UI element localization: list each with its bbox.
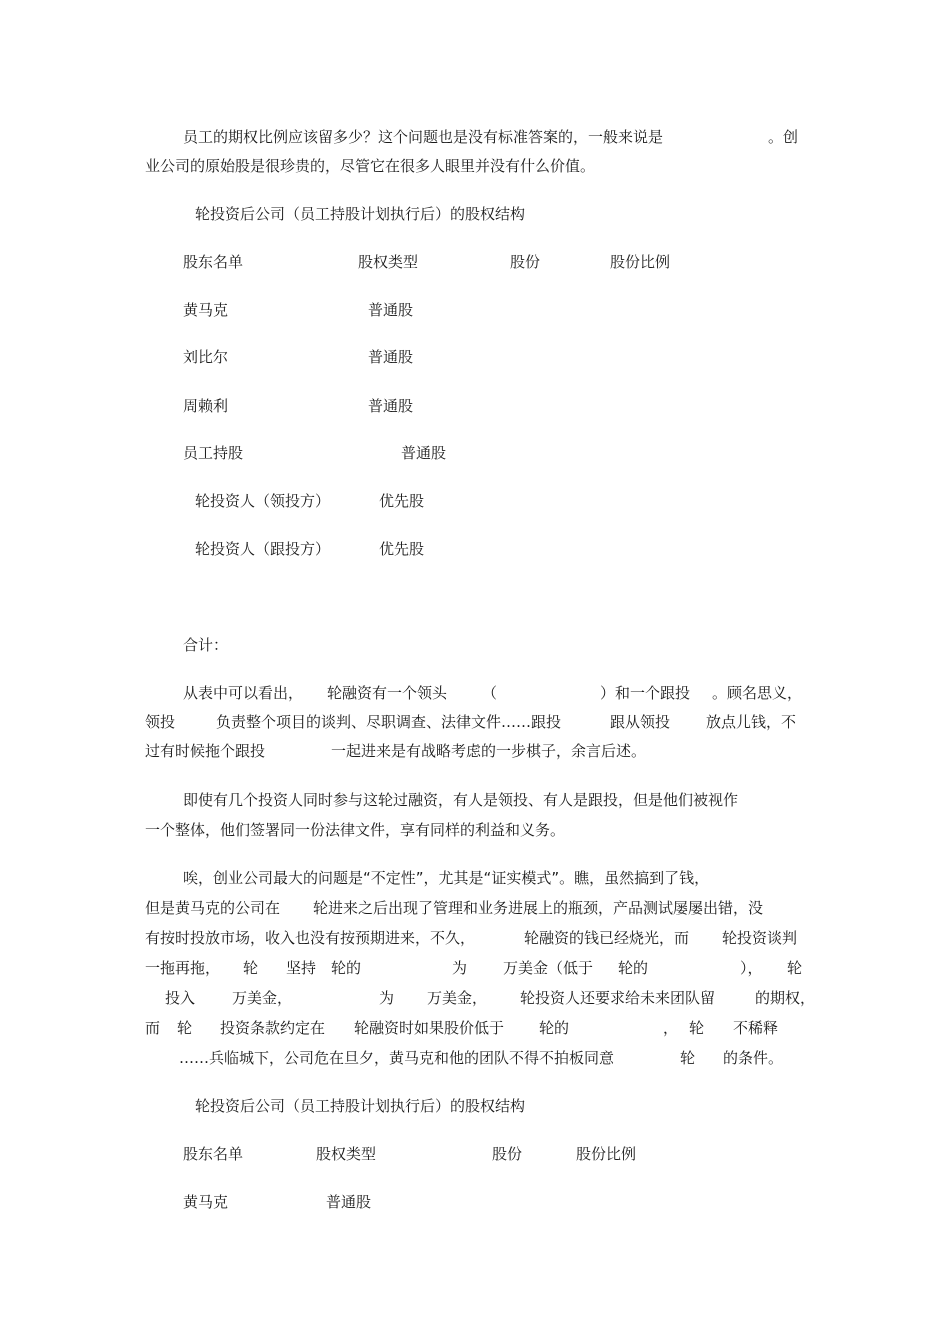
text-line: 轮投资人还要求给未来团队留 — [520, 989, 716, 1007]
text-line: 一个整体，他们签署同一份法律文件，享有同样的利益和义务。 — [145, 821, 566, 839]
text-line: 过有时候拖个跟投 — [145, 742, 266, 760]
total-label: 合计： — [183, 636, 229, 654]
column-header: 股东名单 — [183, 1145, 244, 1163]
text-line: 而 — [145, 1019, 161, 1037]
column-header: 股份 — [510, 253, 541, 271]
text-line: 轮投资谈判 — [722, 929, 798, 947]
row-name: 周赖利 — [183, 397, 229, 415]
text-line: 但是黄马克的公司在 — [145, 899, 281, 917]
text-line: （ — [482, 684, 498, 702]
row-type: 普通股 — [368, 348, 414, 366]
text-line: 一拖再拖， — [145, 959, 221, 977]
row-type: 普通股 — [368, 397, 414, 415]
table-title: 轮投资后公司（员工持股计划执行后）的股权结构 — [195, 1097, 526, 1115]
text-line: 放点儿钱，不 — [706, 713, 797, 731]
text-line: ）， — [740, 959, 763, 977]
text-line: 领投 — [145, 713, 176, 731]
text-line: 的期权， — [755, 989, 816, 1007]
text-line: 轮的 — [331, 959, 362, 977]
text-line: 投入 — [165, 989, 196, 1007]
row-type: 普通股 — [401, 444, 447, 462]
table-title: 轮投资后公司（员工持股计划执行后）的股权结构 — [195, 205, 526, 223]
text-line: 不稀释 — [733, 1019, 779, 1037]
column-header: 股权类型 — [316, 1145, 377, 1163]
text-line: 一起进来是有战略考虑的一步棋子，余言后述。 — [331, 742, 647, 760]
text-line: 唉，创业公司最大的问题是“不定性”，尤其是“证实模式”。瞧，虽然搞到了钱， — [183, 869, 710, 887]
column-header: 股份 — [492, 1145, 523, 1163]
row-type: 普通股 — [368, 301, 414, 319]
row-name: 黄马克 — [183, 301, 229, 319]
row-name: 轮投资人（跟投方） — [195, 540, 331, 558]
column-header: 股份比例 — [576, 1145, 637, 1163]
text-line: 负责整个项目的谈判、尽职调查、法律文件……跟投 — [216, 713, 562, 731]
text-line: 轮融资有一个领头 — [327, 684, 448, 702]
row-type: 优先股 — [379, 492, 425, 510]
text-line: ， — [663, 1019, 679, 1037]
text-line: 为 — [379, 989, 395, 1007]
text-line: 。创 — [768, 128, 799, 146]
column-header: 股权类型 — [358, 253, 419, 271]
text-line: 轮 — [787, 959, 803, 977]
text-line: 轮的 — [618, 959, 649, 977]
row-name: 员工持股 — [183, 444, 244, 462]
text-line: ）和一个跟投 — [600, 684, 691, 702]
text-line: 轮融资的钱已经烧光，而 — [524, 929, 690, 947]
text-line: 轮 — [689, 1019, 705, 1037]
row-name: 黄马克 — [183, 1193, 229, 1211]
text-line: 为 — [452, 959, 468, 977]
text-line: 轮 — [680, 1049, 696, 1067]
row-type: 普通股 — [326, 1193, 372, 1211]
text-line: 投资条款约定在 — [220, 1019, 326, 1037]
text-line: 。顾名思义， — [712, 684, 803, 702]
row-type: 优先股 — [379, 540, 425, 558]
text-line: 即使有几个投资人同时参与这轮过融资，有人是领投、有人是跟投，但是他们被视作 — [183, 791, 739, 809]
text-line: 的条件。 — [723, 1049, 784, 1067]
text-line: 轮的 — [539, 1019, 570, 1037]
text-line: 万美金（低于 — [503, 959, 594, 977]
text-line: 业公司的原始股是很珍贵的，尽管它在很多人眼里并没有什么价值。 — [145, 157, 596, 175]
text-line: 员工的期权比例应该留多少？这个问题也是没有标准答案的，一般来说是 — [183, 128, 664, 146]
text-line: 从表中可以看出， — [183, 684, 304, 702]
text-line: ……兵临城下，公司危在旦夕，黄马克和他的团队不得不拍板同意 — [179, 1049, 615, 1067]
text-line: 万美金， — [232, 989, 293, 1007]
row-name: 刘比尔 — [183, 348, 229, 366]
text-line: 坚持 — [286, 959, 317, 977]
column-header: 股东名单 — [183, 253, 244, 271]
text-line: 轮 — [177, 1019, 193, 1037]
text-line: 有按时投放市场，收入也没有按预期进来，不久， — [145, 929, 476, 947]
text-line: 跟从领投 — [610, 713, 671, 731]
text-line: 轮进来之后出现了管理和业务进展上的瓶颈，产品测试屡屡出错，没 — [313, 899, 764, 917]
column-header: 股份比例 — [610, 253, 671, 271]
text-line: 轮融资时如果股价低于 — [354, 1019, 505, 1037]
text-line: 万美金， — [427, 989, 488, 1007]
text-line: 轮 — [243, 959, 259, 977]
row-name: 轮投资人（领投方） — [195, 492, 331, 510]
